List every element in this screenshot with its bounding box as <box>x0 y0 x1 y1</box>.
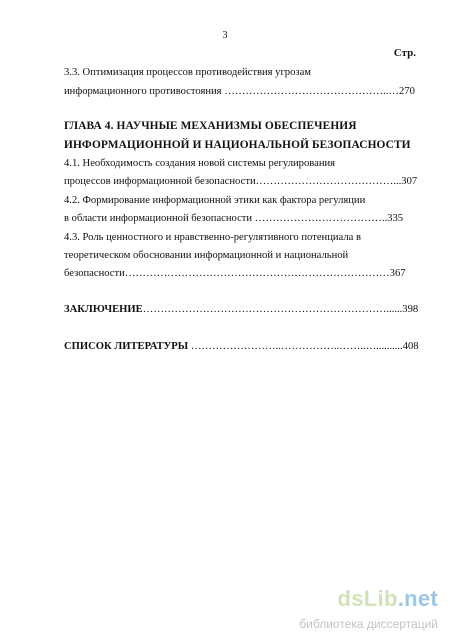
toc-entry-4-2-page: в области информационной безопасности ………………………………..335 <box>64 213 404 224</box>
toc-entry-3-3-title: 3.3. Оптимизация процессов противодействия угрозам <box>64 67 311 78</box>
toc-entry-4-3-title-cont: теоретическом обосновании информационной и национальной <box>64 250 349 261</box>
toc-entry-conclusion <box>64 304 418 315</box>
toc-entry-4-1-page: процессов информационной безопасности…………………………………...307 <box>64 176 418 187</box>
dslib-watermark <box>278 586 444 634</box>
dslib-subtitle: библиотека диссертаций <box>299 617 438 631</box>
bibliography-label: СПИСОК ЛИТЕРАТУРЫ <box>64 341 189 352</box>
toc-entry-bibliography <box>64 341 419 352</box>
toc-entry-4-2-title: 4.2. Формирование информационной этики как фактора регуляции <box>64 195 366 206</box>
conclusion-label: ЗАКЛЮЧЕНИЕ <box>64 304 143 315</box>
page-column-header: Стр. <box>393 47 416 59</box>
dslib-logo-main: dsLib <box>337 586 398 611</box>
toc-entry-4-3-title: 4.3. Роль ценностного и нравственно-регулятивного потенциала в <box>64 232 361 243</box>
toc-entry-4-1-title: 4.1. Необходимость создания новой системы регулирования <box>64 158 336 169</box>
page-number: 3 <box>222 30 228 41</box>
toc-entry-4-3-page: безопасности…………………………………………………………………367 <box>64 268 406 279</box>
dslib-logo-tld: .net <box>397 586 438 611</box>
chapter-4-title-line1: ГЛАВА 4. НАУЧНЫЕ МЕХАНИЗМЫ ОБЕСПЕЧЕНИЯ <box>64 120 357 132</box>
toc-entry-3-3-page: информационного противостояния ………………………………………..…270 <box>64 86 415 97</box>
chapter-4-title-line2: ИНФОРМАЦИОННОЙ И НАЦИОНАЛЬНОЙ БЕЗОПАСНОСТИ <box>64 139 411 151</box>
bibliography-page: ……………………..……………..……..…..........408 <box>188 341 419 352</box>
conclusion-page: ……………………………………………………………......398 <box>142 304 419 315</box>
dslib-logo <box>338 586 438 612</box>
